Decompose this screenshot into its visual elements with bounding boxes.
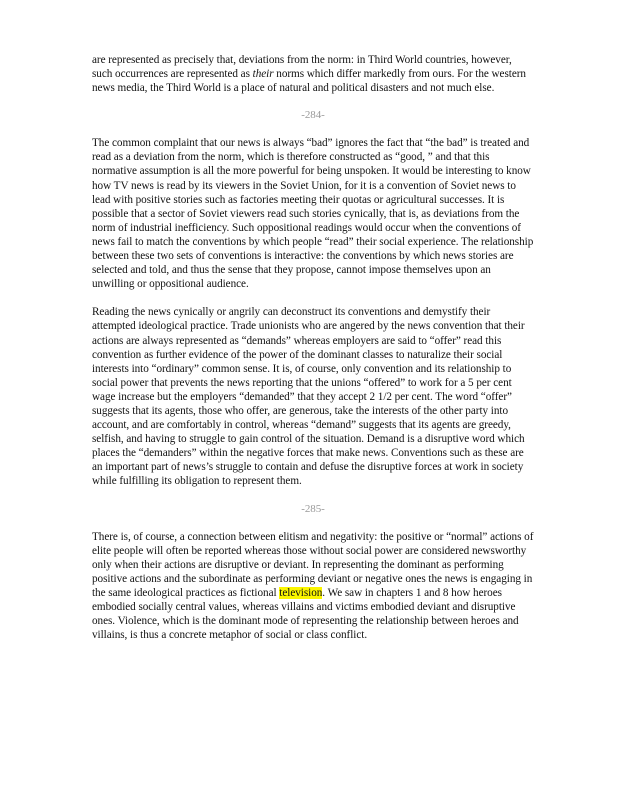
page-number-285: -285- — [301, 502, 325, 515]
paragraph-1-text-a: are represented as precisely that, deviations from the norm: in Third World countries, however, such occurrences are represented as — [92, 54, 512, 81]
paragraph-3: Reading the news cynically or angrily can deconstruct its conventions and demystify their attempted ideological practice. Trade unionists who are angered by the news convention that their actions are always represented as “demands” whereas employers are said to “offer” read this convention as further evidence of the power of the dominant classes to naturalize their social interests into “ordinary” common sense. It is, of course, only convention and its relationship to social power that prevents the news reporting that the unions “offered” to work for a 5 per cent wage increase but the employers “demanded” that they accept 2 1/2 per cent. The word “offer” suggests that its agents, those who offer, are generous, take the interests of the other party into account, and are comfortably in control, whereas “demand” suggests that its agents are greedy, selfish, and having to struggle to gain control of the situation. Demand is a disruptive word which places the “demanders” within the negative forces that make news. Conventions such as these are an important part of news’s struggle to contain and defuse the disruptive forces at work in society while fulfilling its obligation to represent them. — [92, 306, 525, 488]
paragraph-2: The common complaint that our news is always “bad” ignores the fact that “the bad” is treated and read as a deviation from the norm, which is therefore constructed as “good, ” and that this normative assumption is all the more powerful for being unspoken. It would be interesting to know how TV news is read by its viewers in the Soviet Union, for it is a convention of Soviet news to lead with positive stories such as factories meeting their quotas or agricultural successes. It is possible that a sector of Soviet viewers read such stories cynically, that is, as deviations from the norm of industrial inefficiency. Such oppositional readings would occur when the conventions of news fail to match the conventions by which people “read” their social experience. The relationship between these two sets of conventions is interactive: the conventions by which news stories are selected and told, and thus the sense that they propose, cannot impose themselves upon an unwilling or oppositional audience. — [92, 137, 534, 291]
document-page — [92, 53, 534, 642]
paragraph-4-text-b: . We saw in chapters 1 and 8 how heroes embodied socially central values, whereas villains and victims embodied deviant and disruptive ones. Violence, which is the dominant mode of representing the relationship between heroes and villains, is thus a concrete metaphor of social or class conflict. — [92, 586, 519, 642]
highlighted-word-television[interactable]: television — [279, 586, 323, 599]
paragraph-4-text-a: There is, of course, a connection between elitism and negativity: the positive or “normal” actions of elite people will often be reported whereas those without social power are considered newsworthy only when their actions are disruptive or deviant. In representing the dominant as performing positive actions and the subordinate as performing deviant or negative ones the news is engaging in the same ideological practices as fictional — [92, 530, 534, 599]
paragraph-1 — [92, 53, 534, 95]
emphasis-their: their — [252, 68, 274, 81]
page-number-284: -284- — [301, 109, 325, 122]
paragraph-4 — [92, 530, 534, 643]
paragraph-1-text-b: norms which differ markedly from ours. For the western news media, the Third World is a place of natural and political disasters and not much else. — [92, 68, 526, 95]
